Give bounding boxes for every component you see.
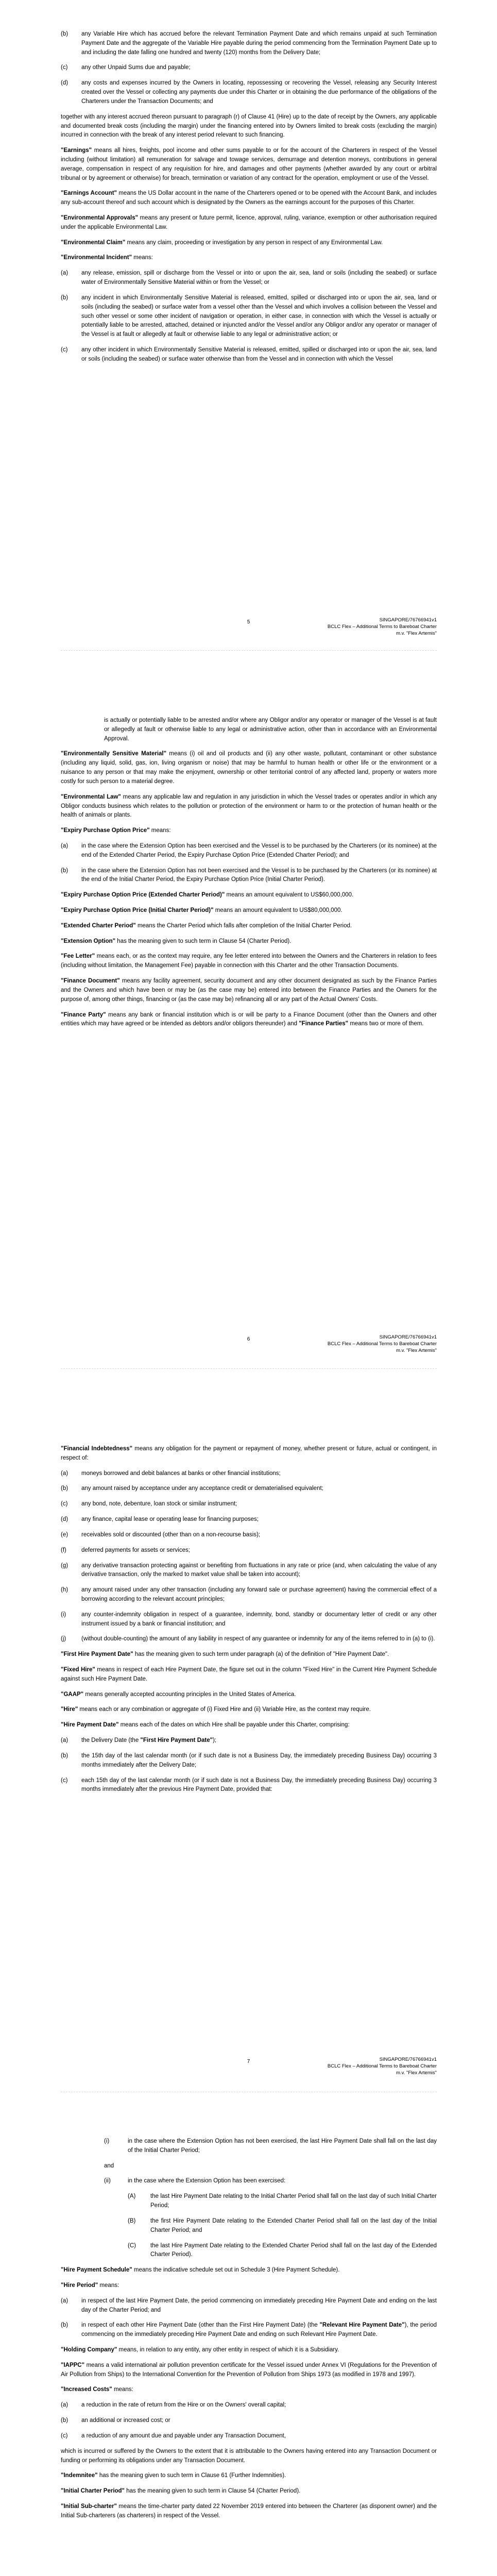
list-item: (c) any other Unpaid Sums due and payable; [61,64,191,71]
definition-hire-period: "Hire Period" means: [61,2282,119,2289]
list-item: (c) a reduction of any amount due and payable under any Transaction Document, [61,2432,286,2439]
page-footer: SINGAPORE/76766941v1 BCLC Flex – Additional Terms to Bareboat Charter m.v. "Flex Artemis" [327,2057,437,2076]
list-item: (a) moneys borrowed and debit balances at banks or other financial institutions; [61,1470,281,1477]
list-item: (d) any finance, capital lease or operating lease for financing purposes; [61,1516,259,1523]
definition-epop-extended: "Expiry Purchase Option Price (Extended Charter Period)" means an amount equivalent to US$60,000,000. [61,892,354,899]
list-item: (c) any other incident in which Environmentally Sensitive Material is released, emitted, spilled or discharged into or upon the air, sea, land or soils (including the seabed) or surface water otherwise than from the Vessel and in connection with which the Vessel [61,346,437,362]
list-item: (a) any release, emission, spill or discharge from the Vessel or into or upon the air, sea, land or soils (including the seabed) or surface water of Environmentally Sensitive Material within or from the Vessel; or [61,270,437,286]
paragraph: together with any interest accrued thereon pursuant to paragraph (r) of Clause 41 (Hire) up to the date of receipt by the Owners, any applicable and documented break costs (including the margin) under the financing entered into by Owners limited to break costs (excluding the margin) incurred in connection with the break of any interest period relevant to such financing. [61,113,437,139]
definition-first-hire-payment-date: "First Hire Payment Date" has the meaning given to such term under paragraph (a) of the definition of "Hire Payment Date". [61,1651,389,1658]
definition-hire: "Hire" means each or any combination or aggregate of (i) Fixed Hire and (ii) Variable Hire, as the context may require. [61,1706,371,1713]
list-item: (b) in the case where the Extension Option has not been exercised and the Vessel is to be purchased by the Charterers (or its nominee) at the end of the Initial Charter Period, the Expiry Purchase Option Price (Initial Charter Period). [61,867,437,883]
definition-environmental-claim: "Environmental Claim" means any claim, proceeding or investigation by any person in respect of any Environmental Law. [61,239,383,246]
definition-earnings-account: "Earnings Account" means the US Dollar account in the name of the Charterers opened or to be opened with the Account Bank, and includes any sub-account thereof and such account which is designated by the Owners as the earnings account for the purposes of this Charter. [61,190,437,206]
list-item: (b) the 15th day of the last calendar month (or if such date is not a Business Day, the immediately preceding Business Day) occurring 3 months immediately after the Delivery Date; [61,1752,437,1768]
list-item: (b) any Variable Hire which has accrued before the relevant Termination Payment Date and which remains unpaid at such Termination Payment Date and the aggregate of the Variable Hire payable during the period commencing from the Termination Payment Date up to and including the date falling one hundred and twenty (120) months from the Delivery Date; [61,31,437,56]
definition-initial-sub-charter: "Initial Sub-charter" means the time-charter party dated 22 November 2019 entered into between the Charterer (as disponent owner) and the Initial Sub-charterers (as charterers) in respect of the Vessel. [61,2503,437,2519]
definition-holding-company: "Holding Company" means, in relation to any entity, any other entity in respect of which it is a Subsidiary. [61,2347,339,2353]
definition-expiry-purchase-option-price: "Expiry Purchase Option Price" means: [61,827,171,834]
page-number: 5 [247,619,250,625]
list-item: (b) any incident in which Environmentally Sensitive Material is released, emitted, spilled or discharged into or upon the air, sea, land or soils (including the seabed) or surface water from a vessel other than the Vessel and which involves a collision between the Vessel and such other vessel or some other incident of navigation or operation, in either case, in connection with which the Vessel is actually or potentially liable to be arrested, attached, detained or injuncted and/or the Vessel and/or any Obligor and/or any operator or manager of the Vessel is at fault or allegedly at fault or otherwise liable to any legal or administrative action; or [61,294,437,338]
definition-fee-letter: "Fee Letter" means each, or as the context may require, any fee letter entered into between the Owners and the Charterers in relation to fees (including without limitation, the Management Fee) payable in connection with this Charter and the other Transaction Documents. [61,953,437,969]
list-item: (f) deferred payments for assets or services; [61,1547,190,1553]
definition-finance-party: "Finance Party" means any bank or financial institution which is or will be party to a Finance Document (other than the Owners and other entities which may have agreed or be intended as debtors and/or obligors thereunder) and "Finance Parties" means two or more of them. [61,1011,437,1027]
page-number: 7 [247,2059,250,2064]
definition-finance-document: "Finance Document" means any facility agreement, security document and any other document designated as such by the Finance Parties and the Owners and which have been or may be (as the case may be) entered into between the Finance Parties and the Owners for the purpose of, among other things, financing or (as the case may be) refinancing all or any part of the Actual Owners' Costs. [61,978,437,1003]
page-5-content [61,30,437,370]
definition-gaap: "GAAP" means generally accepted accounting principles in the United States of America. [61,1691,296,1698]
list-item: (c) any bond, note, debenture, loan stock or similar instrument; [61,1501,237,1507]
page-8 [0,2096,497,2576]
definition-environmental-law: "Environmental Law" means any applicable law and regulation in any jurisdiction in which the Vessel trades or operates and/or in which any Obligor conducts business which relates to the pollution or protection of the environment or harm to or the protection of human health or the health of animals or plants. [61,793,437,819]
definition-increased-costs: "Increased Costs" means: [61,2386,133,2393]
paragraph: which is incurred or suffered by the Owners to the extent that it is attributable to the Owners having entered into any Transaction Document or funding or performing its obligations under any Transaction Document. [61,2448,437,2464]
page-6 [0,654,497,1365]
list-item: (a) in the case where the Extension Option has been exercised and the Vessel is to be purchased by the Charterers (or its nominee) at the end of the Extended Charter Period, the Expiry Purchase Option Price (Extended Charter Period); and [61,842,437,858]
list-item: (A) the last Hire Payment Date relating to the Initial Charter Period shall fall on the last day of such Initial Charter Period; [128,2193,437,2209]
definition-epop-initial: "Expiry Purchase Option Price (Initial Charter Period)" means an amount equivalent to US$80,000,000. [61,907,342,913]
definition-extended-charter-period: "Extended Charter Period" means the Charter Period which falls after completion of the Initial Charter Period. [61,922,352,929]
page-5 [0,0,497,649]
page-divider [61,1368,437,1369]
list-item: (g) any derivative transaction protecting against or benefiting from fluctuations in any rate or price (and, when calculating the value of any derivative transaction, only the marked to market value shall be taken into account); [61,1562,437,1578]
paragraph: and [104,2162,114,2169]
page-footer: SINGAPORE/76766941v1 BCLC Flex – Additional Terms to Bareboat Charter m.v. "Flex Artemis" [327,617,437,636]
definition-environmental-incident: "Environmental Incident" means: [61,255,153,261]
definition-hire-payment-date: "Hire Payment Date" means each of the dates on which Hire shall be payable under this Charter, comprising: [61,1722,350,1728]
list-item: (b) any amount raised by acceptance under any acceptance credit or dematerialised equivalent; [61,1485,323,1492]
definition-indemnitee: "Indemnitee" has the meaning given to such term in Clause 61 (Further Indemnities). [61,2472,286,2479]
definition-hire-payment-schedule: "Hire Payment Schedule" means the indicative schedule set out in Schedule 3 (Hire Payment Schedule). [61,2267,340,2274]
paragraph: is actually or potentially liable to be arrested and/or where any Obligor and/or any operator or manager of the Vessel is at fault or allegedly at fault or otherwise liable to any legal or administrative action, other than in accordance with an Environmental Approval. [104,717,437,742]
list-item: (h) any amount raised under any other transaction (including any forward sale or purchase agreement) having the commercial effect of a borrowing according to the relevant account principles; [61,1587,437,1602]
definition-environmental-approvals: "Environmental Approvals" means any present or future permit, licence, approval, ruling, variance, exemption or other authorisation required under the applicable Environmental Law. [61,215,437,230]
page-8-content [61,2137,437,2527]
page-6-content [61,716,437,1035]
list-item: (a) in respect of the last Hire Payment Date, the period commencing on immediately preceding Hire Payment Date and ending on the last day of the Charter Period; and [61,2297,437,2313]
page-divider [61,650,437,651]
list-item: (a) a reduction in the rate of return from the Hire or on the Owners' overall capital; [61,2402,286,2409]
list-item: (j) (without double-counting) the amount of any liability in respect of any guarantee or indemnity for any of the items referred to in (a) to (i). [61,1636,435,1642]
list-item: (C) the last Hire Payment Date relating to the Extended Charter Period shall fall on the last day of the Extended Charter Period). [128,2242,437,2258]
list-item: (B) the first Hire Payment Date relating to the Extended Charter Period shall fall on the last day of the Initial Charter Period; and [128,2217,437,2233]
definition-earnings: "Earnings" means all hires, freights, pool income and other sums payable to or for the account of the Charterers in respect of the Vessel including (without limitation) all remuneration for salvage and towage services, demurrage and detention moneys, contributions in general average, compensation in respect of any requisition for hire, and damages and other payments (whether awarded by any court or arbitral tribunal or by agreement or otherwise) for breach, termination or variation of any contract for the operation, employment or use of the Vessel. [61,147,437,181]
definition-iappc: "IAPPC" means a valid international air pollution prevention certificate for the Vessel issued under Annex VI (Regulations for the Prevention of Air Pollution from Ships) to the International Convention for the Prevention of Pollution from Ships 1973 (as modified in 1978 and 1997). [61,2362,437,2378]
definition-fixed-hire: "Fixed Hire" means in respect of each Hire Payment Date, the figure set out in the column "Fixed Hire" in the Current Hire Payment Schedule against such Hire Payment Date. [61,1667,437,1682]
list-item: (a) the Delivery Date (the "First Hire Payment Date"); [61,1737,217,1744]
definition-extension-option: "Extension Option" has the meaning given to such term in Clause 54 (Charter Period). [61,938,292,944]
list-item: (i) any counter-indemnity obligation in respect of a guarantee, indemnity, bond, standby or documentary letter of credit or any other instrument issued by a bank or financial institution; and [61,1611,437,1627]
page-7-content [61,1445,437,1801]
page-footer: SINGAPORE/76766941v1 BCLC Flex – Additional Terms to Bareboat Charter m.v. "Flex Artemis" [327,1334,437,1353]
list-item: (i) in the case where the Extension Option has not been exercised, the last Hire Payment Date shall fall on the last day of the Initial Charter Period; [104,2138,437,2154]
list-item: (e) receivables sold or discounted (other than on a non-recourse basis); [61,1531,261,1538]
definition-financial-indebtedness: "Financial Indebtedness" means any obligation for the payment or repayment of money, whether present or future, actual or contingent, in respect of: [61,1446,437,1461]
list-item: (c) each 15th day of the last calendar month (or if such date is not a Business Day, the immediately preceding Business Day) occurring 3 months immediately after the previous Hire Payment Date, provided that: [61,1777,437,1793]
definition-environmentally-sensitive-material: "Environmentally Sensitive Material" means (i) oil and oil products and (ii) any other waste, pollutant, contaminant or other substance (including any liquid, solid, gas, ion, living organism or noise) that may be harmful to human health or other life or the environment or a nuisance to any person or that may make the enjoyment, ownership or other territorial control of any affected land, property or waters more costly for such person to a material degree. [61,751,437,785]
page-7 [0,1372,497,2089]
definition-initial-charter-period: "Initial Charter Period" has the meaning given to such term in Clause 54 (Charter Period). [61,2488,301,2495]
page-number: 6 [247,1336,250,1342]
list-item: (ii) in the case where the Extension Option has been exercised: [104,2178,286,2184]
list-item: (b) in respect of each other Hire Payment Date (other than the First Hire Payment Date) (the "Relevant Hire Payment Date"), the period commencing on the immediately preceding Hire Payment Date and ending on such Relevant Hire Payment Date. [61,2322,437,2338]
list-item: (d) any costs and expenses incurred by the Owners in locating, repossessing or recovering the Vessel, releasing any Security Interest created over the Vessel or collecting any payments due under this Charter or in obtaining the due performance of the obligations of the Charterers under the Transaction Documents; and [61,80,437,105]
list-item: (b) an additional or increased cost; or [61,2417,170,2424]
